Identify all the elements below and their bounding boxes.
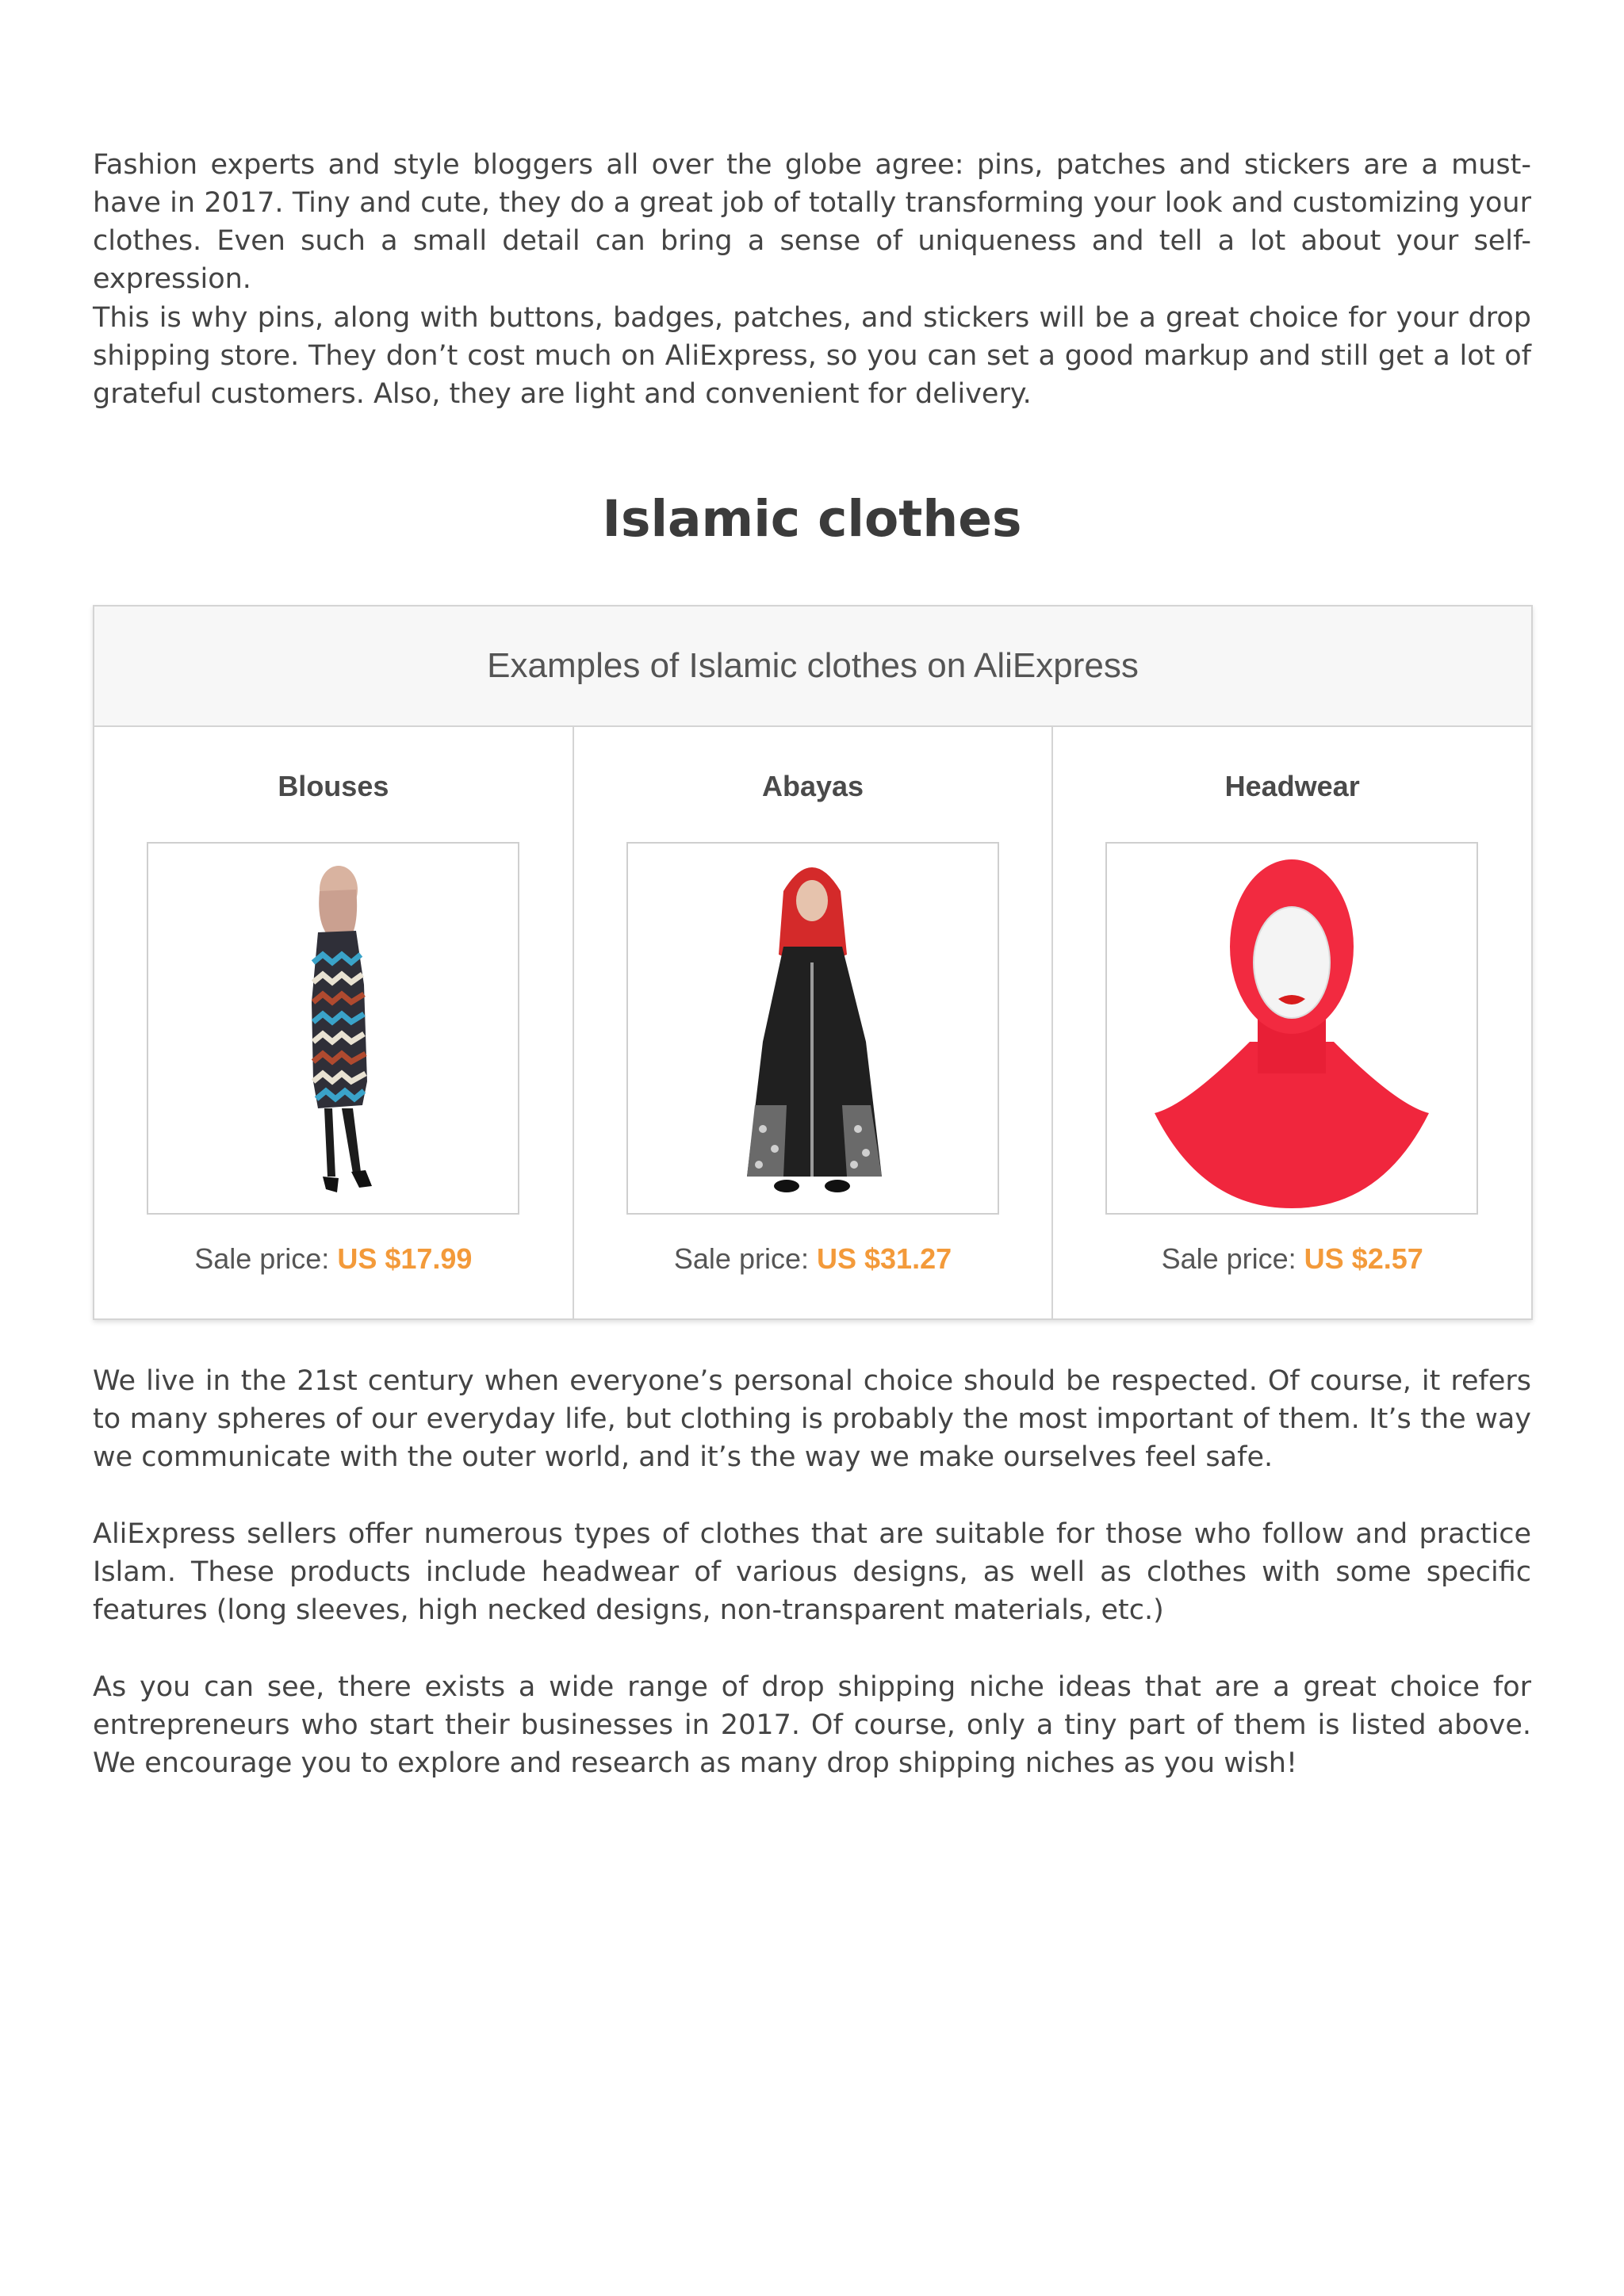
paragraph-personal-choice: We live in the 21st century when everyone’s personal choice should be respected. Of course, it refers to many spheres of our everyday life, but clothing is probably the most important of them. It’s the way we communicate with the outer world, and it’s the way we make ourselves feel safe. [93,1365,1531,1473]
woman-black-abaya-photo [628,844,998,1213]
card-body [94,727,1531,1318]
paragraph-conclusion: As you can see, there exists a wide range of drop shipping niche ideas that are a great choice for entrepreneurs who start their businesses in 2017. Of course, only a tiny part of them is listed above. We encourage you to explore and research as many drop shipping niches as you wish! [93,1671,1531,1779]
product-column-blouses [94,727,574,1318]
price-amount: US $17.99 [337,1242,473,1275]
product-title: Headwear [1224,770,1360,802]
product-image-box[interactable] [1105,842,1478,1215]
price-line [94,1242,573,1276]
product-column-abayas [574,727,1054,1318]
paragraph-aliexpress-sellers: AliExpress sellers offer numerous types of clothes that are suitable for those who follow and practice Islam. These products include headwear of various designs, as well as clothes with some specific features (long sleeves, high necked designs, non-transparent materials, etc.) [93,1518,1531,1626]
price-amount: US $2.57 [1304,1242,1423,1275]
price-line [574,1242,1052,1276]
price-label: Sale price: [1161,1242,1297,1275]
product-image-box[interactable] [626,842,999,1215]
price-label: Sale price: [194,1242,330,1275]
card-header: Examples of Islamic clothes on AliExpress [94,607,1531,727]
examples-card [93,605,1533,1320]
price-line [1053,1242,1531,1276]
product-title: Abayas [761,770,864,802]
product-title: Blouses [278,770,389,802]
paragraph-pins-store: This is why pins, along with buttons, badges, patches, and stickers will be a great choice for your drop shipping store. They don’t cost much on AliExpress, so you can set a good markup and still get a lot of grateful customers. Also, they are light and convenient for delivery. [93,302,1531,410]
red-hijab-mannequin-photo [1107,844,1477,1213]
price-label: Sale price: [673,1242,809,1275]
product-image-box[interactable] [147,842,519,1215]
paragraph-pins-intro: Fashion experts and style bloggers all over the globe agree: pins, patches and stickers are a must-have in 2017. Tiny and cute, they do a great job of totally transforming your look and customizing your clothes. Even such a small detail can bring a sense of uniqueness and tell a lot about your self-expression. [93,149,1531,295]
section-title: Islamic clothes [602,490,1022,548]
woman-patterned-blouse-photo [148,844,518,1213]
product-column-headwear [1053,727,1531,1318]
price-amount: US $31.27 [817,1242,952,1275]
